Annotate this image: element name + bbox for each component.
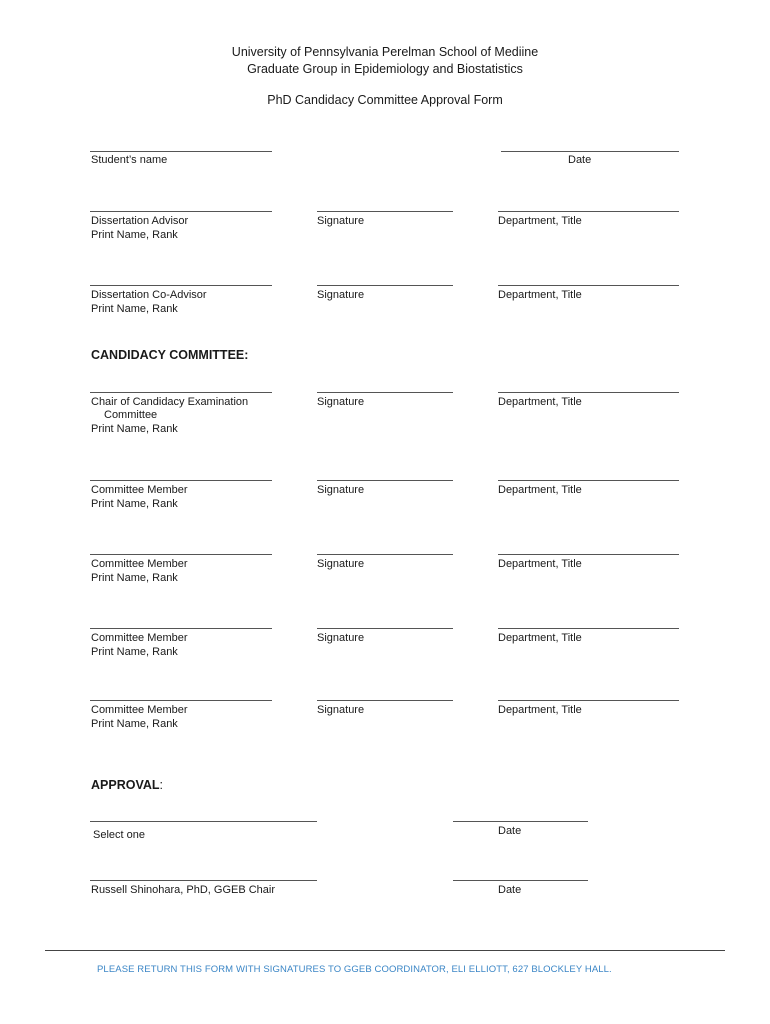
approval-select-label: Select one [93, 829, 145, 841]
member-1-name-line[interactable] [90, 480, 272, 481]
student-date-label: Date [568, 154, 592, 166]
advisor-name-line[interactable] [90, 211, 272, 212]
chair-signature-line[interactable] [317, 392, 453, 393]
form-title: PhD Candidacy Committee Approval Form [267, 93, 503, 107]
advisor-department-label: Department, Title [498, 215, 582, 227]
advisor-print-name-label: Print Name, Rank [91, 229, 178, 241]
member-3-signature-label: Signature [317, 632, 365, 644]
chair-name-line[interactable] [90, 392, 272, 393]
member-2-signature-line[interactable] [317, 554, 453, 555]
member-3-print-name-label: Print Name, Rank [91, 646, 178, 658]
chair-department-label: Department, Title [498, 396, 582, 408]
advisor-department-line[interactable] [498, 211, 679, 212]
member-4-role-label: Committee Member [91, 704, 188, 716]
approval-heading-colon: : [159, 778, 164, 792]
candidacy-committee-heading: CANDIDACY COMMITTEE: [91, 348, 249, 362]
member-2-name-line[interactable] [90, 554, 272, 555]
chair-role-label: Chair of Candidacy Examination [91, 396, 249, 408]
member-1-department-line[interactable] [498, 480, 679, 481]
graduate-group-name: Graduate Group in Epidemiology and Biostatistics [247, 62, 523, 76]
member-4-signature-line[interactable] [317, 700, 453, 701]
coadvisor-signature-line[interactable] [317, 285, 453, 286]
member-1-role-label: Committee Member [91, 484, 188, 496]
member-3-department-line[interactable] [498, 628, 679, 629]
student-date-line[interactable] [501, 151, 679, 152]
member-2-role-label: Committee Member [91, 558, 188, 570]
member-1-signature-label: Signature [317, 484, 365, 496]
advisor-role-label: Dissertation Advisor [91, 215, 189, 227]
ggeb-chair-signature-line[interactable] [90, 880, 317, 881]
advisor-signature-line[interactable] [317, 211, 453, 212]
chair-signature-label: Signature [317, 396, 365, 408]
coadvisor-signature-label: Signature [317, 289, 365, 301]
student-name-label: Student’s name [91, 154, 168, 166]
approval-heading [91, 778, 163, 792]
approval-date-2-label: Date [498, 884, 522, 896]
coadvisor-print-name-label: Print Name, Rank [91, 303, 178, 315]
member-3-department-label: Department, Title [498, 632, 582, 644]
member-2-print-name-label: Print Name, Rank [91, 572, 178, 584]
member-1-print-name-label: Print Name, Rank [91, 498, 178, 510]
ggeb-chair-label: Russell Shinohara, PhD, GGEB Chair [91, 884, 276, 896]
member-3-signature-line[interactable] [317, 628, 453, 629]
coadvisor-department-line[interactable] [498, 285, 679, 286]
coadvisor-name-line[interactable] [90, 285, 272, 286]
member-2-signature-label: Signature [317, 558, 365, 570]
member-2-department-line[interactable] [498, 554, 679, 555]
chair-role-label-continued: Committee [104, 409, 158, 421]
member-4-department-line[interactable] [498, 700, 679, 701]
approval-date-1-label: Date [498, 825, 522, 837]
advisor-signature-label: Signature [317, 215, 365, 227]
footer-divider [45, 950, 725, 951]
member-1-signature-line[interactable] [317, 480, 453, 481]
chair-print-name-label: Print Name, Rank [91, 423, 178, 435]
member-3-role-label: Committee Member [91, 632, 188, 644]
student-name-line[interactable] [90, 151, 272, 152]
approval-date-1-line[interactable] [453, 821, 588, 822]
member-3-name-line[interactable] [90, 628, 272, 629]
institution-name: University of Pennsylvania Perelman School of Mediine [231, 45, 539, 59]
chair-department-line[interactable] [498, 392, 679, 393]
approval-select-line[interactable] [90, 821, 317, 822]
member-4-print-name-label: Print Name, Rank [91, 718, 178, 730]
member-2-department-label: Department, Title [498, 558, 582, 570]
coadvisor-department-label: Department, Title [498, 289, 582, 301]
footer-instructions: PLEASE RETURN THIS FORM WITH SIGNATURES TO GGEB COORDINATOR, ELI ELLIOTT, 627 BLOCKLEY HALL. [97, 964, 612, 975]
member-1-department-label: Department, Title [498, 484, 582, 496]
coadvisor-role-label: Dissertation Co-Advisor [91, 289, 207, 301]
member-4-name-line[interactable] [90, 700, 272, 701]
member-4-department-label: Department, Title [498, 704, 582, 716]
approval-date-2-line[interactable] [453, 880, 588, 881]
approval-heading-text: APPROVAL [91, 778, 160, 792]
member-4-signature-label: Signature [317, 704, 365, 716]
